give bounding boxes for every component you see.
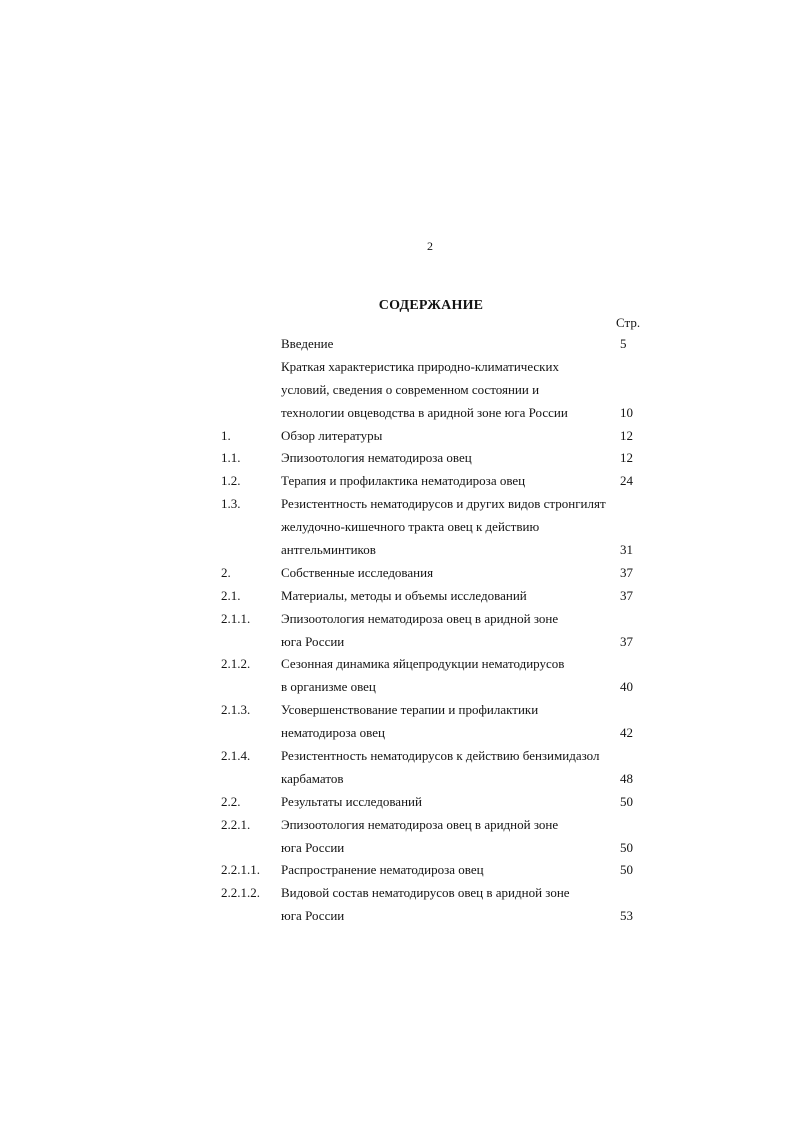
section-title: Видовой состав нематодирусов овец в аридной зоне bbox=[281, 885, 570, 901]
section-number: 2.1.1. bbox=[221, 610, 251, 626]
section-title: Эпизоотология нематодироза овец в аридной зоне bbox=[281, 610, 559, 626]
page-ref: 50 bbox=[620, 862, 633, 878]
section-number: 2.1.3. bbox=[221, 702, 251, 718]
page-ref: 12 bbox=[620, 427, 633, 443]
section-number: 2. bbox=[221, 564, 231, 580]
section-number: 1.1. bbox=[221, 450, 241, 466]
toc-line bbox=[0, 470, 795, 493]
section-title: Обзор литературы bbox=[281, 427, 383, 443]
section-title: нематодироза овец bbox=[281, 725, 385, 741]
page-ref: 48 bbox=[620, 770, 633, 786]
section-number: 2.2.1.2. bbox=[221, 885, 260, 901]
table-of-contents bbox=[0, 333, 795, 928]
section-number: 2.1. bbox=[221, 587, 241, 603]
toc-line bbox=[0, 768, 795, 791]
section-title: антгельминтиков bbox=[281, 542, 376, 558]
section-title: Краткая характеристика природно-климатических bbox=[281, 358, 559, 374]
toc-line bbox=[0, 791, 795, 814]
toc-line bbox=[0, 882, 795, 905]
toc-line bbox=[0, 425, 795, 448]
toc-line bbox=[0, 859, 795, 882]
section-title: Сезонная динамика яйцепродукции нематодирусов bbox=[281, 656, 565, 672]
page-ref: 40 bbox=[620, 679, 633, 695]
section-title: юга России bbox=[281, 633, 345, 649]
toc-line bbox=[0, 905, 795, 928]
page-ref: 24 bbox=[620, 473, 633, 489]
section-title: Эпизоотология нематодироза овец bbox=[281, 450, 472, 466]
toc-line bbox=[0, 333, 795, 356]
section-title: Введение bbox=[281, 336, 334, 351]
page-ref: 10 bbox=[620, 404, 633, 420]
page-ref: 50 bbox=[620, 793, 633, 809]
toc-line bbox=[0, 814, 795, 837]
toc-line bbox=[0, 676, 795, 699]
toc-line bbox=[0, 699, 795, 722]
section-title: Распространение нематодироза овец bbox=[281, 862, 484, 878]
section-number: 2.2.1. bbox=[221, 816, 251, 832]
toc-line bbox=[0, 722, 795, 745]
toc-line bbox=[0, 631, 795, 654]
section-title: Эпизоотология нематодироза овец в аридной зоне bbox=[281, 816, 559, 832]
section-title: Результаты исследований bbox=[281, 793, 422, 809]
toc-line bbox=[0, 356, 795, 379]
pages-column-header: Стр. bbox=[616, 315, 641, 330]
toc-line bbox=[0, 837, 795, 860]
page-ref: 53 bbox=[620, 908, 633, 924]
section-title: Терапия и профилактика нематодироза овец bbox=[281, 473, 526, 489]
page-ref: 37 bbox=[620, 587, 633, 603]
section-title: карбаматов bbox=[281, 770, 344, 786]
section-title: условий, сведения о современном состоянии и bbox=[281, 381, 540, 397]
page-ref: 37 bbox=[620, 564, 633, 580]
section-number: 2.2.1.1. bbox=[221, 862, 260, 878]
toc-line bbox=[0, 493, 795, 516]
section-title: технологии овцеводства в аридной зоне юга России bbox=[281, 404, 568, 420]
section-number: 2.2. bbox=[221, 793, 241, 809]
section-title: Собственные исследования bbox=[281, 564, 434, 580]
section-number: 1.2. bbox=[221, 473, 241, 489]
section-number: 1. bbox=[221, 427, 231, 443]
toc-line bbox=[0, 447, 795, 470]
section-title: Резистентность нематодирусов и других видов стронгилят bbox=[281, 496, 606, 512]
toc-line bbox=[0, 745, 795, 768]
section-title: юга России bbox=[281, 908, 345, 924]
page-number: 2 bbox=[427, 239, 433, 253]
page-ref: 42 bbox=[620, 725, 633, 741]
page-ref: 50 bbox=[620, 839, 633, 855]
toc-line bbox=[0, 539, 795, 562]
toc-line bbox=[0, 585, 795, 608]
toc-line bbox=[0, 402, 795, 425]
page-ref: 5 bbox=[620, 336, 627, 351]
toc-line bbox=[0, 379, 795, 402]
section-title: Усовершенствование терапии и профилактики bbox=[281, 702, 539, 718]
section-title: Материалы, методы и объемы исследований bbox=[281, 587, 527, 603]
section-title: желудочно-кишечного тракта овец к действию bbox=[281, 519, 540, 535]
section-number: 1.3. bbox=[221, 496, 241, 512]
section-number: 2.1.4. bbox=[221, 748, 251, 764]
page-ref: 31 bbox=[620, 542, 633, 558]
toc-line bbox=[0, 562, 795, 585]
section-number: 2.1.2. bbox=[221, 656, 251, 672]
toc-title: СОДЕРЖАНИЕ bbox=[378, 298, 484, 313]
toc-line bbox=[0, 653, 795, 676]
toc-line bbox=[0, 516, 795, 539]
section-title: юга России bbox=[281, 839, 345, 855]
section-title: Резистентность нематодирусов к действию бензимидазол bbox=[281, 748, 600, 764]
page-ref: 37 bbox=[620, 633, 633, 649]
page-ref: 12 bbox=[620, 450, 633, 466]
section-title: в организме овец bbox=[281, 679, 376, 695]
toc-line bbox=[0, 608, 795, 631]
